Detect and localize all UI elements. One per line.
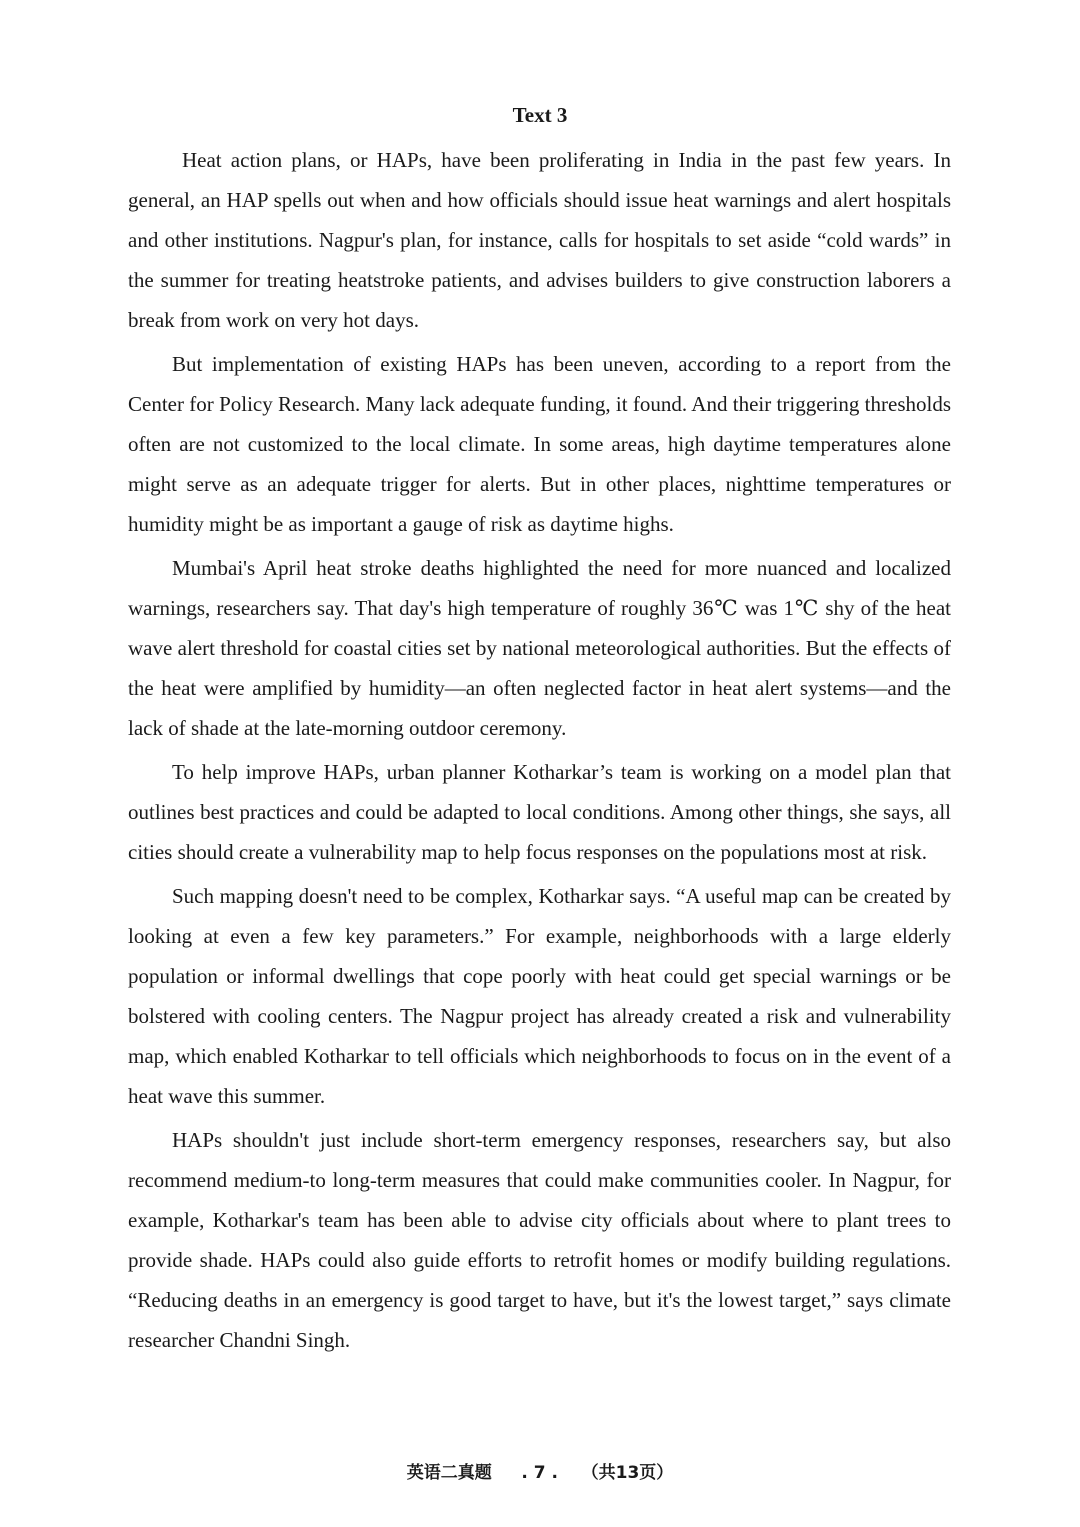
footer-page-number: . 7 . (521, 1463, 558, 1483)
paragraph-5: Such mapping doesn't need to be complex, Kotharkar says. “A useful map can be created by looking at even a few key parameters.” For example, neighborhoods with a large elderly population or informal dwellings that cope poorly with heat could get special warnings or be bolstered with cooling centers. The Nagpur project has already created a risk and vulnerability map, which enabled Kotharkar to tell officials which neighborhoods to focus on in the event of a heat wave this summer. (128, 884, 951, 1108)
passage-body (128, 140, 951, 1364)
paragraph-4: To help improve HAPs, urban planner Kotharkar’s team is working on a model plan that outlines best practices and could be adapted to local conditions. Among other things, she says, all cities should create a vulnerability map to help focus responses on the populations most at risk. (128, 760, 951, 864)
paragraph-1: Heat action plans, or HAPs, have been proliferating in India in the past few years. In general, an HAP spells out when and how officials should issue heat warnings and alert hospitals and other institutions. Nagpur's plan, for instance, calls for hospitals to set aside “cold wards” in the summer for treating heatstroke patients, and advises builders to give construction laborers a break from work on very hot days. (128, 148, 951, 332)
paragraph-3: Mumbai's April heat stroke deaths highlighted the need for more nuanced and localized warnings, researchers say. That day's high temperature of roughly 36℃ was 1℃ shy of the heat wave alert threshold for coastal cities set by national meteorological authorities. But the effects of the heat were amplified by humidity—an often neglected factor in heat alert systems—and the lack of shade at the late-morning outdoor ceremony. (128, 556, 951, 740)
paragraph-6: HAPs shouldn't just include short-term emergency responses, researchers say, but also recommend medium-to long-term measures that could make communities cooler. In Nagpur, for example, Kotharkar's team has been able to advise city officials about where to plant trees to provide shade. HAPs could also guide efforts to retrofit homes or modify building regulations. “Reducing deaths in an emergency is good target to have, but it's the lowest target,” says climate researcher Chandni Singh. (128, 1128, 951, 1352)
footer-exam-name: 英语二真题 (406, 1463, 492, 1483)
section-title: Text 3 (512, 103, 568, 127)
paragraph-2: But implementation of existing HAPs has been uneven, according to a report from the Center for Policy Research. Many lack adequate funding, it found. And their triggering thresholds often are not customized to the local climate. In some areas, high daytime temperatures alone might serve as an adequate trigger for alerts. But in other places, nighttime temperatures or humidity might be as important a gauge of risk as daytime highs. (128, 352, 951, 536)
footer-total-pages: （共13页） (581, 1463, 674, 1483)
page-footer (0, 1460, 1080, 1486)
